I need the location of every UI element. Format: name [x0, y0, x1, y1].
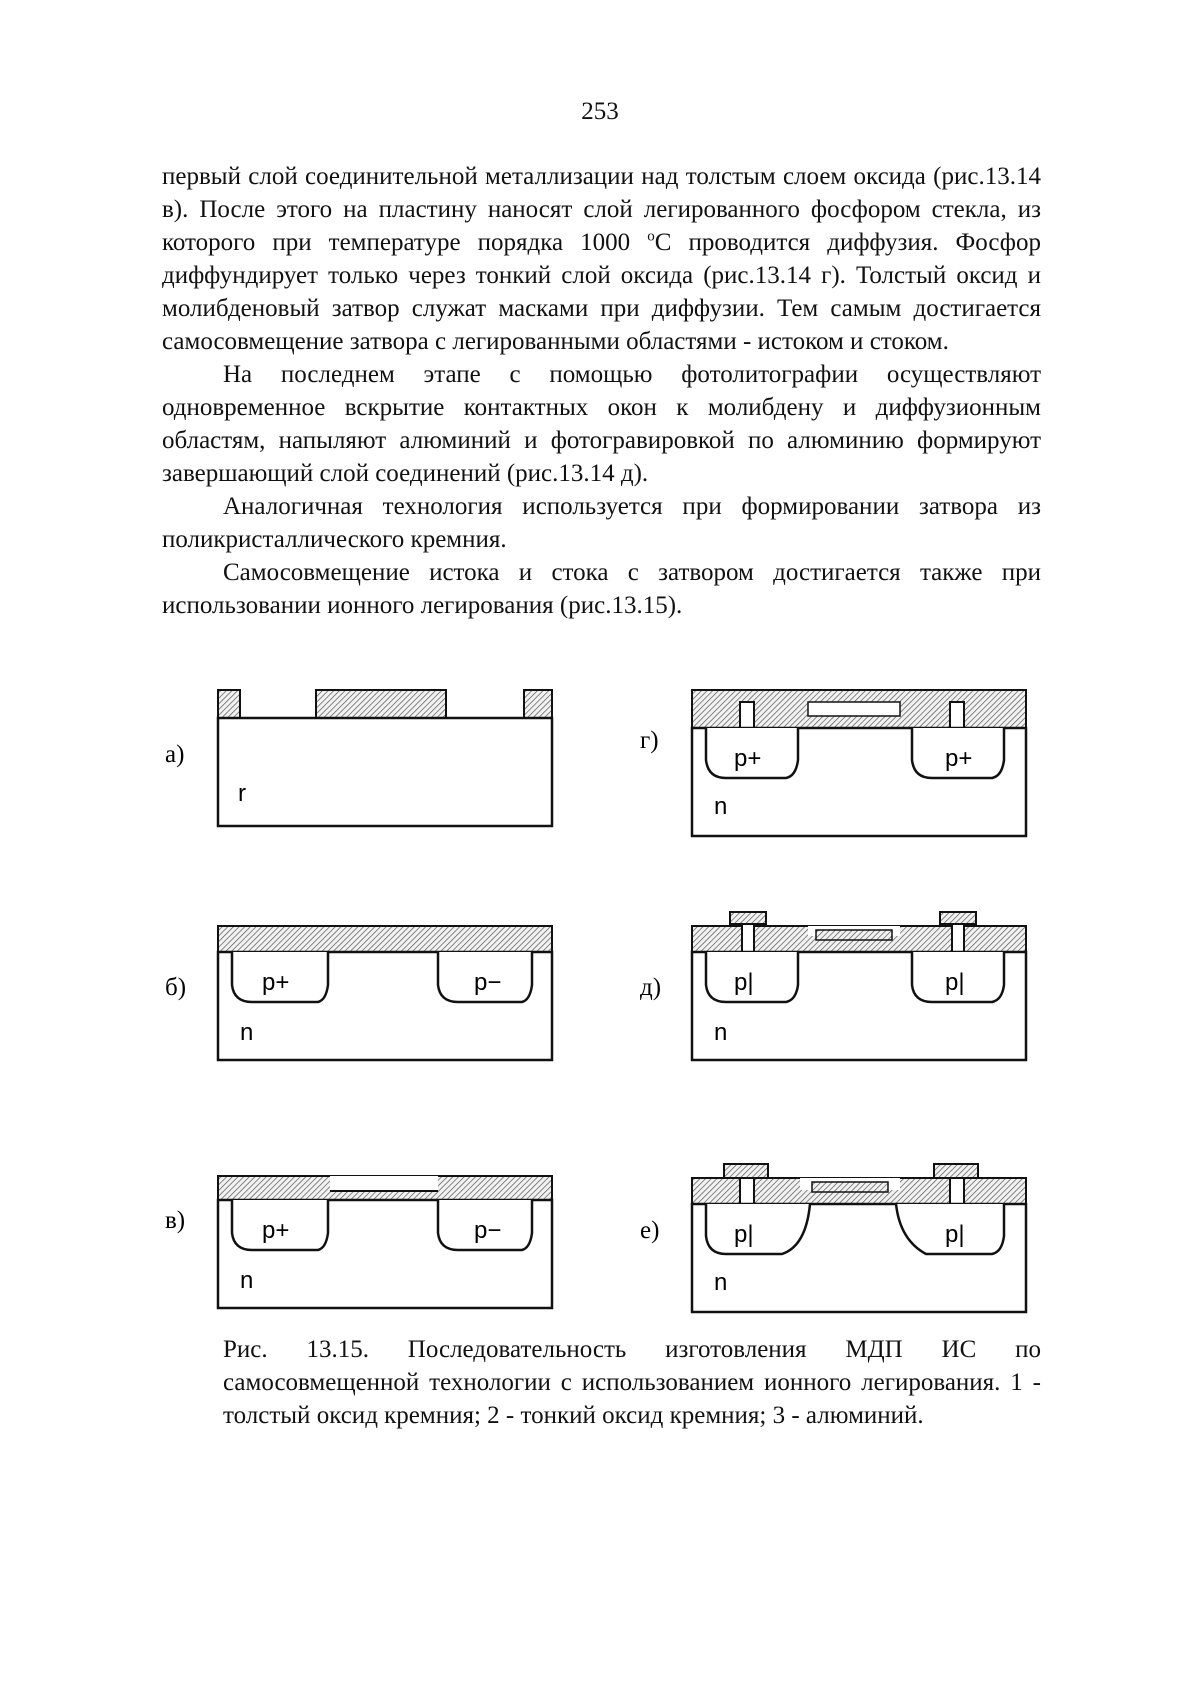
panel-label: б) [165, 974, 187, 1001]
well-label: p| [734, 1221, 754, 1248]
panel-b [165, 926, 552, 1060]
well-label: p+ [262, 969, 290, 996]
figure-caption: Рис. 13.15. Последовательность изготовления МДП ИС по самосовмещенной технологии с использованием ионного легирования. 1 - толстый оксид кремния; 2 - тонкий оксид кремния; 3 - алюминий. [223, 1336, 1041, 1429]
panel-c [165, 1176, 552, 1308]
paragraph-1: первый слой соединительной металлизации над толстым слоем оксида (рис.13.14 в). После этого на пластину наносят слой легированного фосфором стекла, из которого при температуре порядка 1000 $^о$С проводится диффузия. Фосфор диффундирует только через тонкий слой оксида (рис.13.14 г). Толстый оксид и молибденовый затвор служат масками при диффузии. Тем самым достигается самосовмещение затвора с легированными областями - истоком и стоком. [162, 163, 1041, 355]
paragraph-4: Самосовмещение истока и стока с затвором достигается также при использовании ионного легирования (рис.13.15). [162, 559, 1041, 619]
page-number: 253 [581, 98, 619, 125]
substrate-label: n [714, 1269, 728, 1296]
substrate-label: n [714, 1019, 728, 1046]
well-label: p+ [945, 745, 973, 772]
substrate-label: n [240, 1019, 254, 1046]
substrate-label: n [714, 793, 728, 820]
panel-label: а) [165, 741, 185, 768]
well-label: p| [945, 969, 965, 996]
degree-superscript: о [647, 228, 655, 245]
substrate-label: n [240, 1267, 254, 1294]
panel-e [640, 912, 1026, 1060]
well-label: p− [474, 969, 502, 996]
paragraph-3: Аналогичная технология используется при формировании затвора из поликристаллического кремния. [162, 493, 1041, 553]
panel-d [640, 690, 1026, 836]
panel-label: в) [165, 1207, 186, 1234]
well-label: p+ [262, 1217, 290, 1244]
well-label: p+ [734, 745, 762, 772]
panel-label: д) [640, 974, 662, 1001]
well-label: p| [945, 1221, 965, 1248]
panel-f [640, 1164, 1026, 1312]
panel-label: е) [640, 1217, 660, 1244]
panel-a [165, 690, 552, 826]
paragraph-2: На последнем этапе с помощью фотолитографии осуществляют одновременное вскрытие контактных окон к молибдену и диффузионным областям, напыляют алюминий и фотогравировкой по алюминию формируют завершающий слой соединений (рис.13.14 д). [162, 361, 1041, 487]
well-label: p| [734, 969, 754, 996]
panel-label: г) [640, 727, 659, 754]
substrate-label: r [238, 780, 246, 807]
well-label: p− [474, 1217, 502, 1244]
